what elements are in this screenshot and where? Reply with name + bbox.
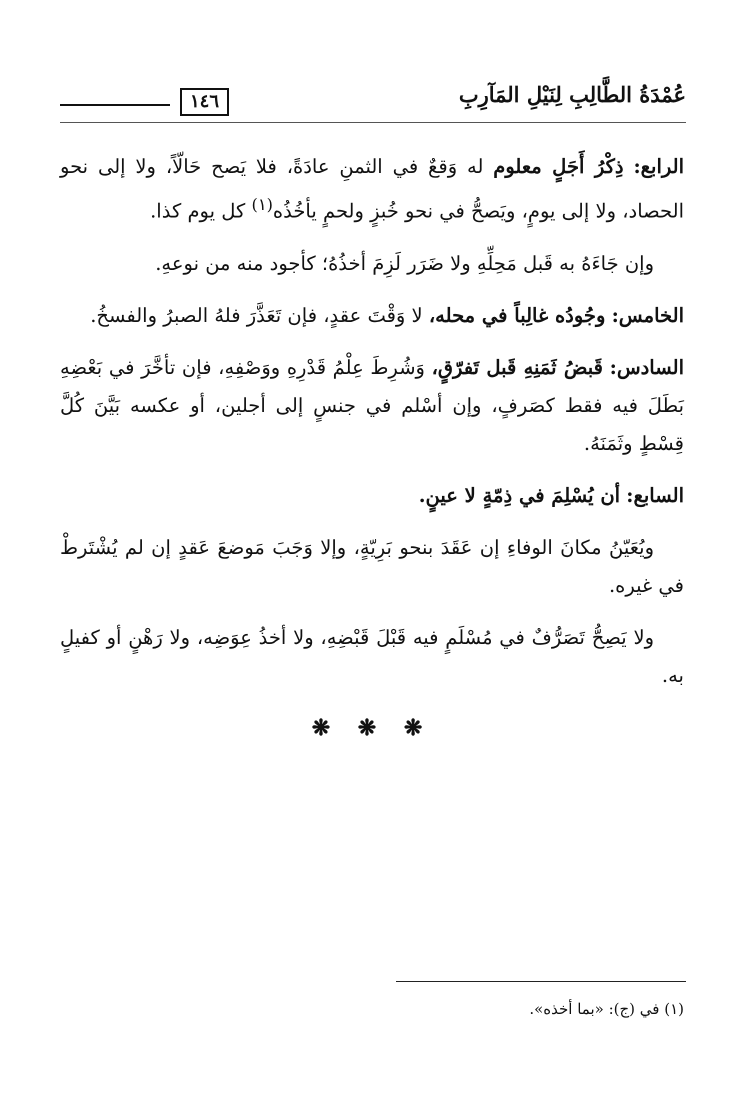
paragraph-fifth-condition (60, 297, 684, 335)
paragraph-text: له وَقعٌ في الثمنِ عادَةً، فلا يَصح حَالّاً، ولا إلى نحو الحصاد، ولا إلى يومٍ، ويَصحُّ في نحو خُبزٍ ولحمٍ يأخُذُه (60, 155, 684, 223)
condition-label: الخامس: (611, 303, 684, 327)
header-bottom-rule (60, 122, 686, 123)
section-separator: ❋ ❋ ❋ (311, 714, 433, 741)
book-title: عُمْدَةُ الطَّالِبِ لِنَيْلِ المَآرِبِ (458, 82, 686, 107)
paragraph-text-continued: كل يوم كذا. (150, 199, 246, 223)
paragraph-place-of-delivery: ويُعَيّنُ مكانَ الوفاءِ إن عَقَدَ بنحو بَرِيّةٍ، وإلا وَجَبَ مَوضعَ عَقدٍ إن لم يُشْتَرطْ في غيره. (60, 535, 684, 597)
paragraph-text: وَشُرِطَ عِلْمُ قَدْرِهِ ووَصْفِهِ، فإن تأخَّرَ في بَعْضِهِ بَطَلَ فيه فقط كصَرفٍ، وإن أسْلم في جنسٍ إلى أجلين، أو عكسه بَيَّنَ كُلَّ قِسْطٍ وثَمَنَهُ. (60, 355, 684, 455)
condition-label: السادس: (609, 355, 685, 379)
condition-heading: وجُودُه غالِباً في محله، (428, 303, 606, 327)
footnote-reference[interactable]: (١) (251, 195, 273, 214)
paragraph-disposal-rule: ولا يَصِحُّ تَصَرُّفٌ في مُسْلَمٍ فيه قَبْلَ قَبْضِهِ، ولا أخذُ عِوَضِه، ولا رَهْنٍ أو كفيلٍ به. (60, 625, 684, 687)
footnote: (١) في (ج): «بما أخذه». (529, 1000, 684, 1018)
condition-heading: قَبضُ ثَمَنِهِ قَبل تَفرّقٍ، (431, 355, 603, 379)
running-header (60, 82, 686, 124)
condition-heading: أن يُسْلِمَ في ذِمّةٍ لا عينٍ. (418, 483, 621, 507)
condition-heading: ذِكْرُ أَجَلٍ معلوم (493, 155, 624, 178)
page-number: ١٤٦ (180, 88, 229, 116)
condition-label: الرابع: (633, 155, 685, 178)
paragraph-sixth-condition (60, 349, 684, 463)
paragraph-seventh-condition (60, 477, 684, 515)
header-rule (60, 104, 170, 106)
paragraph-fourth-condition (60, 148, 684, 231)
paragraph-early-delivery: وإن جَاءَهُ به قَبل مَحِلِّهِ ولا ضَرَر لَزِمَ أخذُهُ؛ كأجود منه من نوعهِ. (155, 251, 654, 275)
main-text (60, 148, 684, 747)
paragraph-text: لا وَقْتَ عقدٍ، فإن تَعَذَّرَ فلهُ الصبرُ والفسخُ. (90, 303, 423, 327)
condition-label: السابع: (626, 483, 684, 507)
footnote-rule (396, 981, 686, 982)
